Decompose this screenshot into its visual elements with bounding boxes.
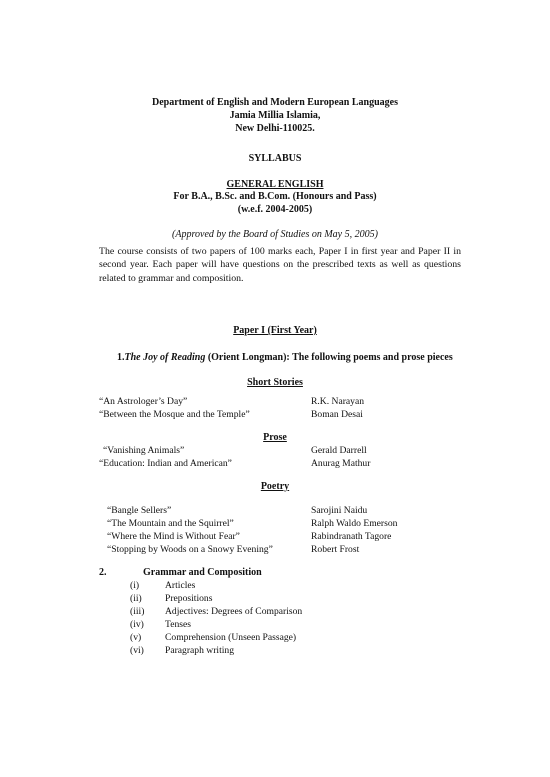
short-story-author: R.K. Narayan (311, 396, 365, 407)
grammar-item: Paragraph writing (165, 645, 235, 656)
poem-title: “Stopping by Woods on a Snowy Evening” (107, 544, 273, 555)
course-applicability: For B.A., B.Sc. and B.Com. (Honours and Pass) (173, 191, 377, 202)
approval-note: (Approved by the Board of Studies on May 5, 2005) (172, 229, 378, 240)
item2-title: Grammar and Composition (143, 567, 262, 578)
syllabus-title: SYLLABUS (248, 153, 302, 164)
item1-description: (Orient Longman): The following poems and prose pieces (205, 352, 453, 363)
poem-author: Ralph Waldo Emerson (311, 518, 398, 529)
grammar-item-number: (ii) (130, 593, 142, 604)
short-story-title: “An Astrologer’s Day” (99, 396, 188, 407)
short-stories-heading: Short Stories (247, 377, 303, 388)
paper1-heading: Paper I (First Year) (233, 325, 317, 336)
item2-number: 2. (99, 567, 107, 578)
course-title: GENERAL ENGLISH (226, 179, 324, 190)
grammar-item: Tenses (165, 619, 191, 630)
poem-title: “The Mountain and the Squirrel” (107, 518, 234, 529)
grammar-item: Prepositions (165, 593, 213, 604)
grammar-item-number: (iv) (130, 619, 144, 630)
poem-author: Rabindranath Tagore (311, 531, 392, 542)
university-name: Jamia Millia Islamia, (229, 110, 321, 121)
prose-author: Gerald Darrell (311, 445, 367, 456)
grammar-item: Adjectives: Degrees of Comparison (165, 606, 303, 617)
poem-title: “Where the Mind is Without Fear” (107, 531, 240, 542)
grammar-item: Comprehension (Unseen Passage) (165, 632, 297, 643)
effective-date: (w.e.f. 2004-2005) (237, 204, 313, 215)
poem-author: Robert Frost (311, 544, 360, 555)
university-address: New Delhi-110025. (235, 123, 315, 134)
grammar-item-number: (i) (130, 580, 140, 591)
item1-number: 1. (117, 352, 125, 363)
item1-book-title: The Joy of Reading (124, 352, 206, 363)
prose-heading: Prose (263, 432, 287, 443)
poem-author: Sarojini Naidu (311, 505, 368, 516)
grammar-item-number: (iii) (130, 606, 145, 617)
paper1-item1 (117, 352, 453, 363)
prose-author: Anurag Mathur (311, 458, 371, 469)
intro-paragraph: The course consists of two papers of 100 marks each, Paper I in first year and Paper II in second year. Each paper will have questions on the prescribed texts as well as questions related to grammar and composition. (99, 246, 461, 284)
short-story-author: Boman Desai (311, 409, 363, 420)
prose-title: “Education: Indian and American” (99, 458, 232, 469)
grammar-item: Articles (165, 580, 196, 591)
grammar-item-number: (vi) (130, 645, 144, 656)
short-story-title: “Between the Mosque and the Temple” (99, 409, 250, 420)
grammar-item-number: (v) (130, 632, 142, 643)
prose-title: “Vanishing Animals” (103, 445, 185, 456)
department-name: Department of English and Modern European Languages (152, 97, 398, 108)
poem-title: “Bangle Sellers” (107, 505, 172, 516)
poetry-heading: Poetry (260, 481, 290, 492)
